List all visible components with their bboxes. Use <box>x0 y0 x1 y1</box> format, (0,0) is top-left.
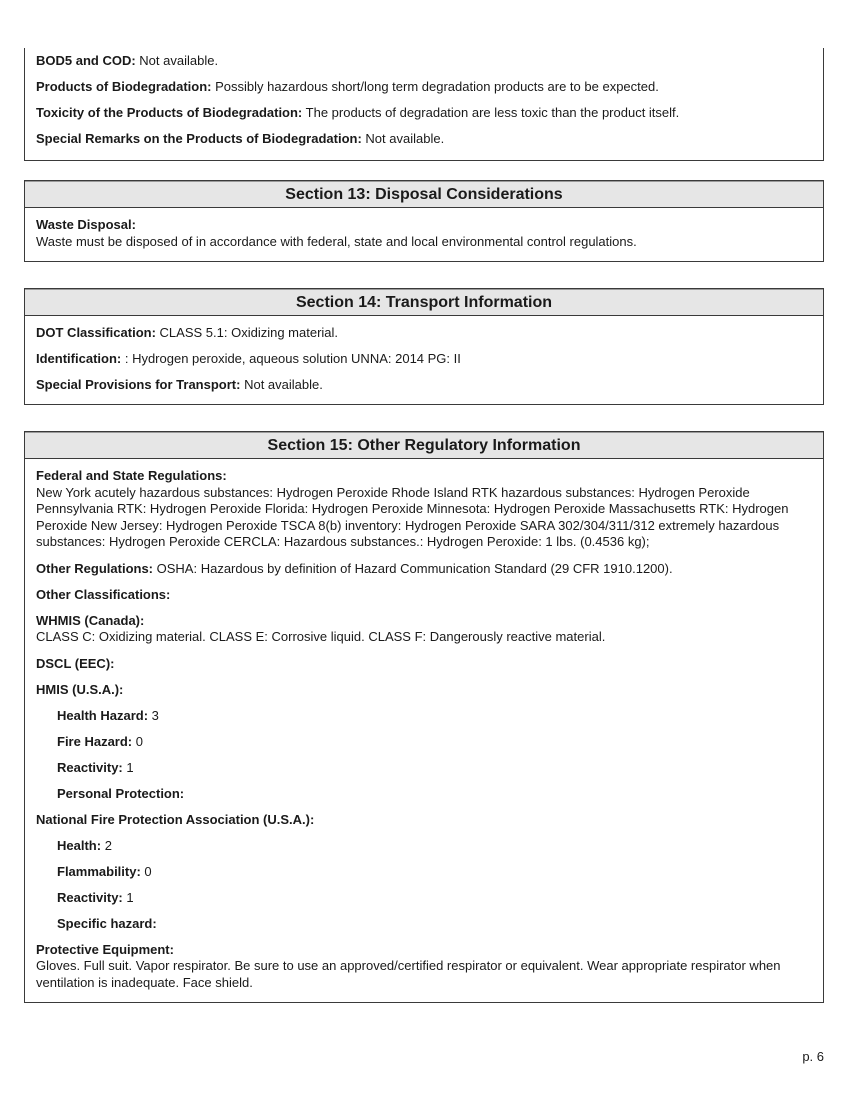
biodegradation-toxicity-label: Toxicity of the Products of Biodegradation: <box>36 105 303 120</box>
nfpa-reactivity-value: 1 <box>126 889 134 905</box>
hmis-reactivity-value: 1 <box>126 759 134 775</box>
nfpa-specific-hazard-row <box>36 911 812 937</box>
waste-disposal <box>36 212 812 255</box>
dscl-label: DSCL (EEC): <box>36 655 115 671</box>
nfpa-health-label: Health: <box>57 837 102 853</box>
biodegradation-products-row <box>36 74 812 100</box>
section-12-continued <box>24 48 824 161</box>
bod-cod-row <box>36 48 812 74</box>
nfpa-flammability-label: Flammability: <box>57 863 141 879</box>
nfpa-specific-hazard-label: Specific hazard: <box>57 915 157 931</box>
hmis-fire-label: Fire Hazard: <box>57 733 133 749</box>
page-number: p. 6 <box>802 1049 824 1064</box>
transport-provisions-value: Not available. <box>244 377 323 392</box>
dscl-row <box>36 651 812 677</box>
protective-equipment <box>36 937 812 997</box>
section-15 <box>24 431 824 1003</box>
section-14 <box>24 288 824 405</box>
hmis-health-value: 3 <box>151 707 159 723</box>
federal-state-regulations-label: Federal and State Regulations: <box>36 468 227 483</box>
nfpa-flammability-value: 0 <box>144 863 152 879</box>
identification-row <box>36 346 812 372</box>
whmis-value: CLASS C: Oxidizing material. CLASS E: Corrosive liquid. CLASS F: Dangerously reactive material. <box>36 629 606 644</box>
identification-value: : Hydrogen peroxide, aqueous solution UNNA: 2014 PG: II <box>124 351 461 366</box>
nfpa-reactivity-row <box>36 885 812 911</box>
hmis-health-row <box>36 703 812 729</box>
bod-cod-label: BOD5 and COD: <box>36 53 136 68</box>
transport-provisions-row <box>36 372 812 398</box>
section-14-title: Section 14: Transport Information <box>25 289 823 316</box>
hmis-reactivity-row <box>36 755 812 781</box>
hmis-row <box>36 677 812 703</box>
section-13-title: Section 13: Disposal Considerations <box>25 181 823 208</box>
other-regulations-label: Other Regulations: <box>36 560 154 576</box>
nfpa-health-row <box>36 833 812 859</box>
section-13 <box>24 180 824 262</box>
other-classifications-row <box>36 582 812 608</box>
dot-classification-row <box>36 320 812 346</box>
federal-state-regulations <box>36 463 812 556</box>
whmis-label: WHMIS (Canada): <box>36 612 145 628</box>
waste-disposal-value: Waste must be disposed of in accordance with federal, state and local environmental control regulations. <box>36 233 637 249</box>
biodegradation-products-value: Possibly hazardous short/long term degradation products are to be expected. <box>215 79 659 94</box>
dot-classification-label: DOT Classification: <box>36 325 156 340</box>
other-regulations-value: OSHA: Hazardous by definition of Hazard Communication Standard (29 CFR 1910.1200). <box>156 560 673 576</box>
nfpa-row <box>36 807 812 833</box>
biodegradation-remarks-label: Special Remarks on the Products of Biodegradation: <box>36 131 362 146</box>
dot-classification-value: CLASS 5.1: Oxidizing material. <box>159 325 339 340</box>
biodegradation-toxicity-value: The products of degradation are less toxic than the product itself. <box>305 105 680 120</box>
other-classifications-label: Other Classifications: <box>36 586 171 602</box>
hmis-personal-protection-label: Personal Protection: <box>57 785 185 801</box>
hmis-label: HMIS (U.S.A.): <box>36 681 124 697</box>
biodegradation-remarks-row <box>36 126 812 152</box>
biodegradation-remarks-value: Not available. <box>365 131 445 146</box>
hmis-fire-row <box>36 729 812 755</box>
protective-equipment-value: Gloves. Full suit. Vapor respirator. Be sure to use an approved/certified respirator or equivalent. Wear appropriate respirator when ventilation is inadequate. Face shield. <box>36 958 781 990</box>
other-regulations-row <box>36 556 812 582</box>
biodegradation-toxicity-row <box>36 100 812 126</box>
biodegradation-products-label: Products of Biodegradation: <box>36 79 212 94</box>
whmis <box>36 608 812 651</box>
federal-state-regulations-value: New York acutely hazardous substances: Hydrogen Peroxide Rhode Island RTK hazardous substances: Hydrogen Peroxide Pennsylvania RTK: Hydrogen Peroxide Florida: Hydrogen Peroxide Minnesota: Hydrogen Peroxide Massachusetts RTK: Hydrogen Peroxide New Jersey: Hydrogen Peroxide TSCA 8(b) inventory: Hydrogen Peroxide SARA 302/304/311/312 extremely hazardous substances: Hydrogen Peroxide CERCLA: Hazardous substances.: Hydrogen Peroxide: 1 lbs. (0.4536 kg); <box>36 484 789 549</box>
hmis-fire-value: 0 <box>135 733 143 749</box>
nfpa-label: National Fire Protection Association (U.S.A.): <box>36 811 315 827</box>
waste-disposal-label: Waste Disposal: <box>36 217 136 232</box>
bod-cod-value: Not available. <box>139 53 219 68</box>
nfpa-health-value: 2 <box>104 837 112 853</box>
nfpa-flammability-row <box>36 859 812 885</box>
hmis-health-label: Health Hazard: <box>57 707 149 723</box>
protective-equipment-label: Protective Equipment: <box>36 941 174 957</box>
hmis-personal-protection-row <box>36 781 812 807</box>
transport-provisions-label: Special Provisions for Transport: <box>36 377 241 392</box>
nfpa-reactivity-label: Reactivity: <box>57 889 123 905</box>
section-15-title: Section 15: Other Regulatory Information <box>25 432 823 459</box>
hmis-reactivity-label: Reactivity: <box>57 759 123 775</box>
identification-label: Identification: <box>36 351 122 366</box>
